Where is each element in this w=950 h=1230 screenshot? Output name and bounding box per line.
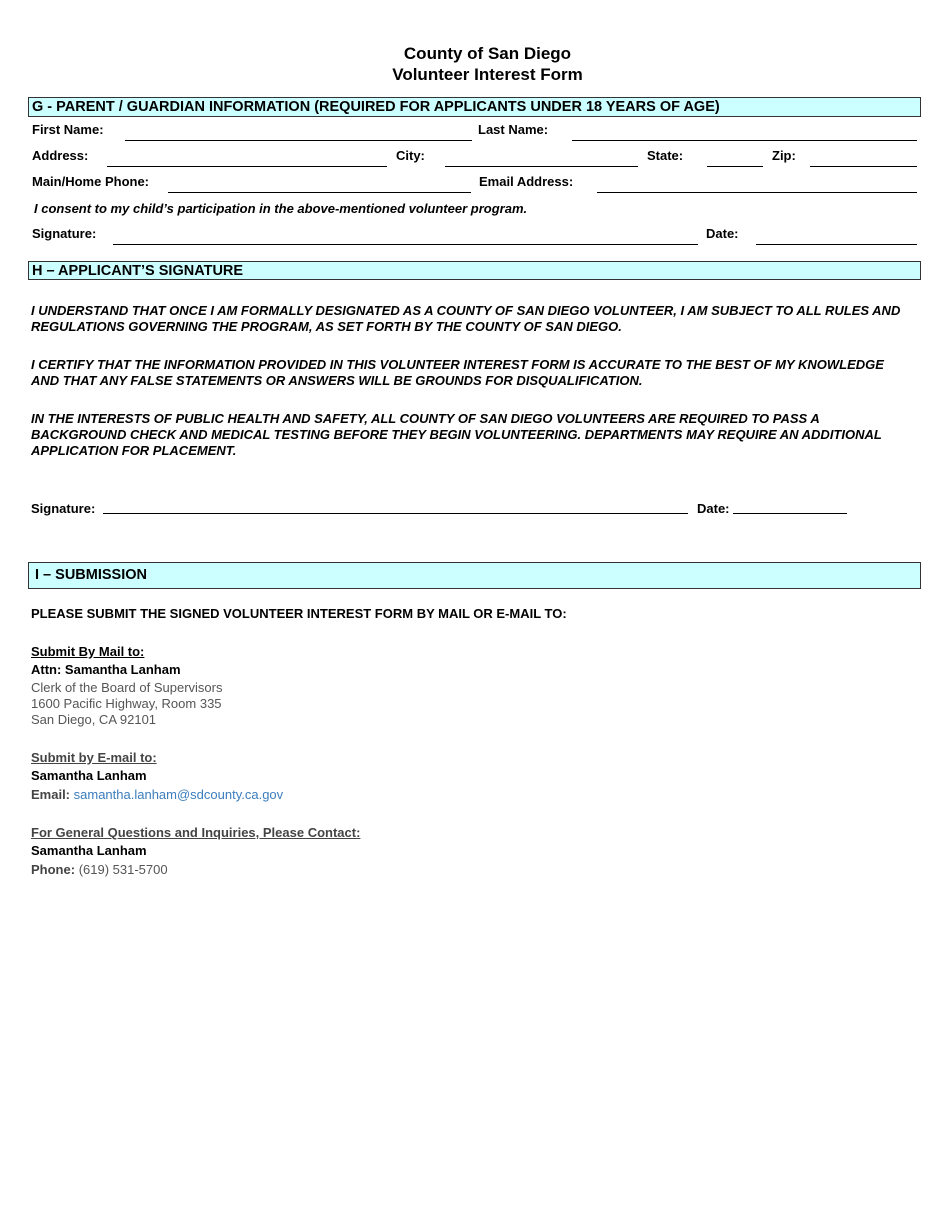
state-field[interactable] xyxy=(707,166,763,167)
guardian-date-label: Date: xyxy=(706,226,739,241)
guardian-signature-field[interactable] xyxy=(113,244,698,245)
mail-address-line-1: Clerk of the Board of Supervisors xyxy=(31,680,223,695)
guardian-signature-label: Signature: xyxy=(32,226,97,241)
first-name-label: First Name: xyxy=(32,122,104,137)
applicant-signature-field[interactable] xyxy=(103,513,688,514)
phone-label: Main/Home Phone: xyxy=(32,174,150,189)
zip-field[interactable] xyxy=(810,166,917,167)
mail-address-line-2: 1600 Pacific Highway, Room 335 xyxy=(31,696,222,711)
applicant-signature-label: Signature: xyxy=(31,501,96,516)
understanding-statement: I UNDERSTAND THAT ONCE I AM FORMALLY DESIGNATED AS A COUNTY OF SAN DIEGO VOLUNTEER, I AM SUBJECT TO ALL RULES AND REGULATIONS GOVERNING THE PROGRAM, AS SET FORTH BY THE COUNTY OF SAN DIEGO. xyxy=(31,303,901,334)
questions-heading: For General Questions and Inquiries, Please Contact: xyxy=(31,825,361,840)
last-name-field[interactable] xyxy=(572,140,917,141)
email-contact-name: Samantha Lanham xyxy=(31,768,147,783)
applicant-date-label: Date: xyxy=(697,501,730,516)
mail-address-line-3: San Diego, CA 92101 xyxy=(31,712,157,727)
email-heading: Submit by E-mail to: xyxy=(31,750,157,765)
city-label: City: xyxy=(396,148,425,163)
phone-field[interactable] xyxy=(168,192,471,193)
mail-attn: Attn: Samantha Lanham xyxy=(31,662,181,677)
submission-instruction: PLEASE SUBMIT THE SIGNED VOLUNTEER INTEREST FORM BY MAIL OR E-MAIL TO: xyxy=(31,606,567,621)
email-contact-label: Email: xyxy=(31,787,71,802)
state-label: State: xyxy=(647,148,684,163)
city-field[interactable] xyxy=(445,166,638,167)
background-check-statement: IN THE INTERESTS OF PUBLIC HEALTH AND SAFETY, ALL COUNTY OF SAN DIEGO VOLUNTEERS ARE REQUIRED TO PASS A BACKGROUND CHECK AND MEDICAL TESTING BEFORE THEY BEGIN VOLUNTEERING. DEPARTMENTS MAY REQUIRE AN ADDITIONAL APPLICATION FOR PLACEMENT. xyxy=(31,411,882,458)
mail-heading: Submit By Mail to: xyxy=(31,644,145,659)
guardian-date-field[interactable] xyxy=(756,244,917,245)
section-h-header: H – APPLICANT’S SIGNATURE xyxy=(28,261,921,280)
section-g-header: G - PARENT / GUARDIAN INFORMATION (REQUIRED FOR APPLICANTS UNDER 18 YEARS OF AGE) xyxy=(28,97,921,117)
phone-contact-row xyxy=(31,862,168,878)
form-title: Volunteer Interest Form xyxy=(392,65,583,84)
address-label: Address: xyxy=(32,148,89,163)
phone-contact-number: (619) 531-5700 xyxy=(78,862,168,877)
email-contact-link[interactable]: samantha.lanham@sdcounty.ca.gov xyxy=(73,787,284,802)
questions-contact-name: Samantha Lanham xyxy=(31,843,147,858)
form-agency-title: County of San Diego xyxy=(403,44,572,63)
email-label: Email Address: xyxy=(479,174,574,189)
certification-statement: I CERTIFY THAT THE INFORMATION PROVIDED IN THIS VOLUNTEER INTEREST FORM IS ACCURATE TO THE BEST OF MY KNOWLEDGE AND THAT ANY FALSE STATEMENTS OR ANSWERS WILL BE GROUNDS FOR DISQUALIFICATION. xyxy=(31,357,884,388)
first-name-field[interactable] xyxy=(125,140,472,141)
section-i-header: I – SUBMISSION xyxy=(28,562,921,589)
email-field[interactable] xyxy=(597,192,917,193)
consent-statement: I consent to my child’s participation in the above-mentioned volunteer program. xyxy=(34,201,528,216)
applicant-date-field[interactable] xyxy=(733,513,847,514)
phone-contact-label: Phone: xyxy=(31,862,76,877)
address-field[interactable] xyxy=(107,166,387,167)
email-contact-row xyxy=(31,787,283,803)
zip-label: Zip: xyxy=(772,148,796,163)
last-name-label: Last Name: xyxy=(478,122,549,137)
